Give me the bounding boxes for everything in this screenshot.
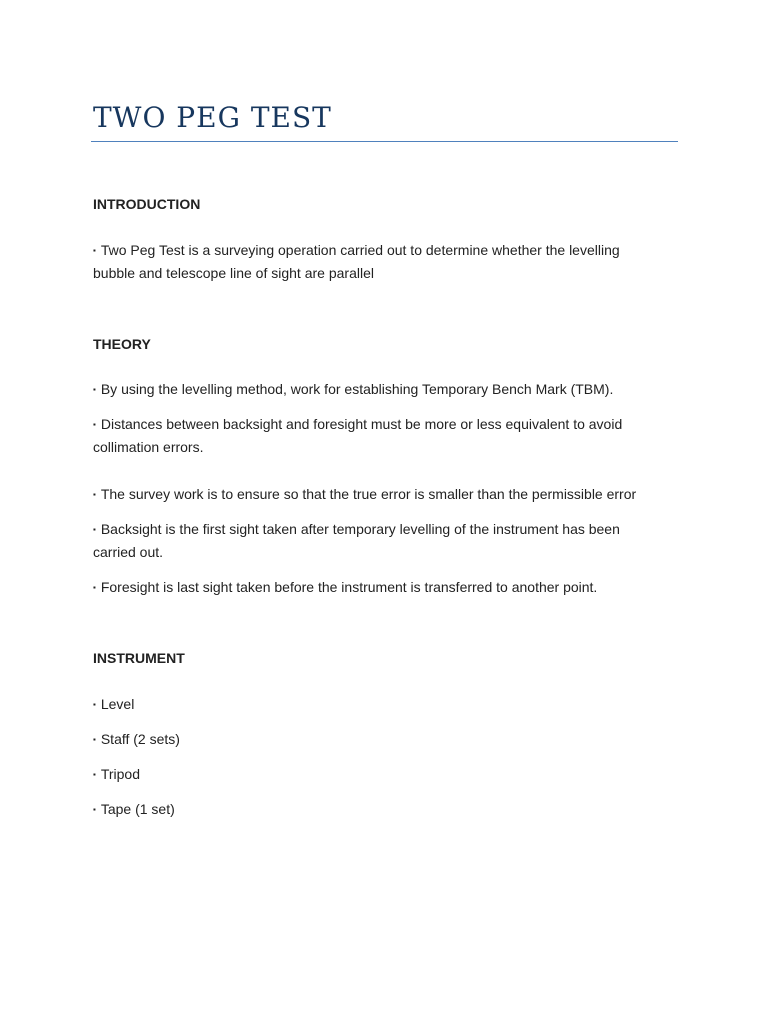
theory-item-text: The survey work is to ensure so that the true error is smaller than the permissible error (100, 486, 637, 502)
document-title: TWO PEG TEST (93, 101, 332, 134)
instrument-item (93, 693, 653, 716)
instrument-item (93, 763, 653, 786)
bullet-icon: ▪ (93, 420, 96, 429)
theory-item-text: Foresight is last sight taken before the instrument is transferred to another point. (100, 579, 598, 595)
section-heading-theory: THEORY (93, 336, 151, 352)
theory-item-text: Backsight is the first sight taken after temporary levelling of the instrument has been carried out. (93, 521, 620, 560)
instrument-item (93, 798, 653, 821)
instrument-item-text: Tape (1 set) (100, 801, 175, 817)
instrument-item (93, 728, 653, 751)
bullet-icon: ▪ (93, 700, 96, 709)
theory-item-text: By using the levelling method, work for establishing Temporary Bench Mark (TBM). (100, 381, 614, 397)
instrument-item-text: Staff (2 sets) (100, 731, 180, 747)
theory-item (93, 378, 653, 401)
theory-item-text: Distances between backsight and foresight must be more or less equivalent to avoid collimation errors. (93, 416, 623, 455)
bullet-icon: ▪ (93, 246, 96, 255)
theory-item (93, 518, 653, 564)
introduction-item (93, 239, 653, 285)
bullet-icon: ▪ (93, 490, 96, 499)
title-underline (91, 141, 678, 142)
bullet-icon: ▪ (93, 805, 96, 814)
instrument-item-text: Tripod (100, 766, 141, 782)
bullet-icon: ▪ (93, 770, 96, 779)
bullet-icon: ▪ (93, 385, 96, 394)
section-heading-instrument: INSTRUMENT (93, 650, 185, 666)
instrument-item-text: Level (100, 696, 135, 712)
bullet-icon: ▪ (93, 583, 96, 592)
section-heading-introduction: INTRODUCTION (93, 196, 201, 212)
theory-item (93, 413, 653, 459)
theory-item (93, 576, 653, 599)
bullet-icon: ▪ (93, 735, 96, 744)
theory-item (93, 483, 693, 506)
introduction-item-text: Two Peg Test is a surveying operation carried out to determine whether the levelling bubble and telescope line of sight are parallel (93, 242, 620, 281)
bullet-icon: ▪ (93, 525, 96, 534)
